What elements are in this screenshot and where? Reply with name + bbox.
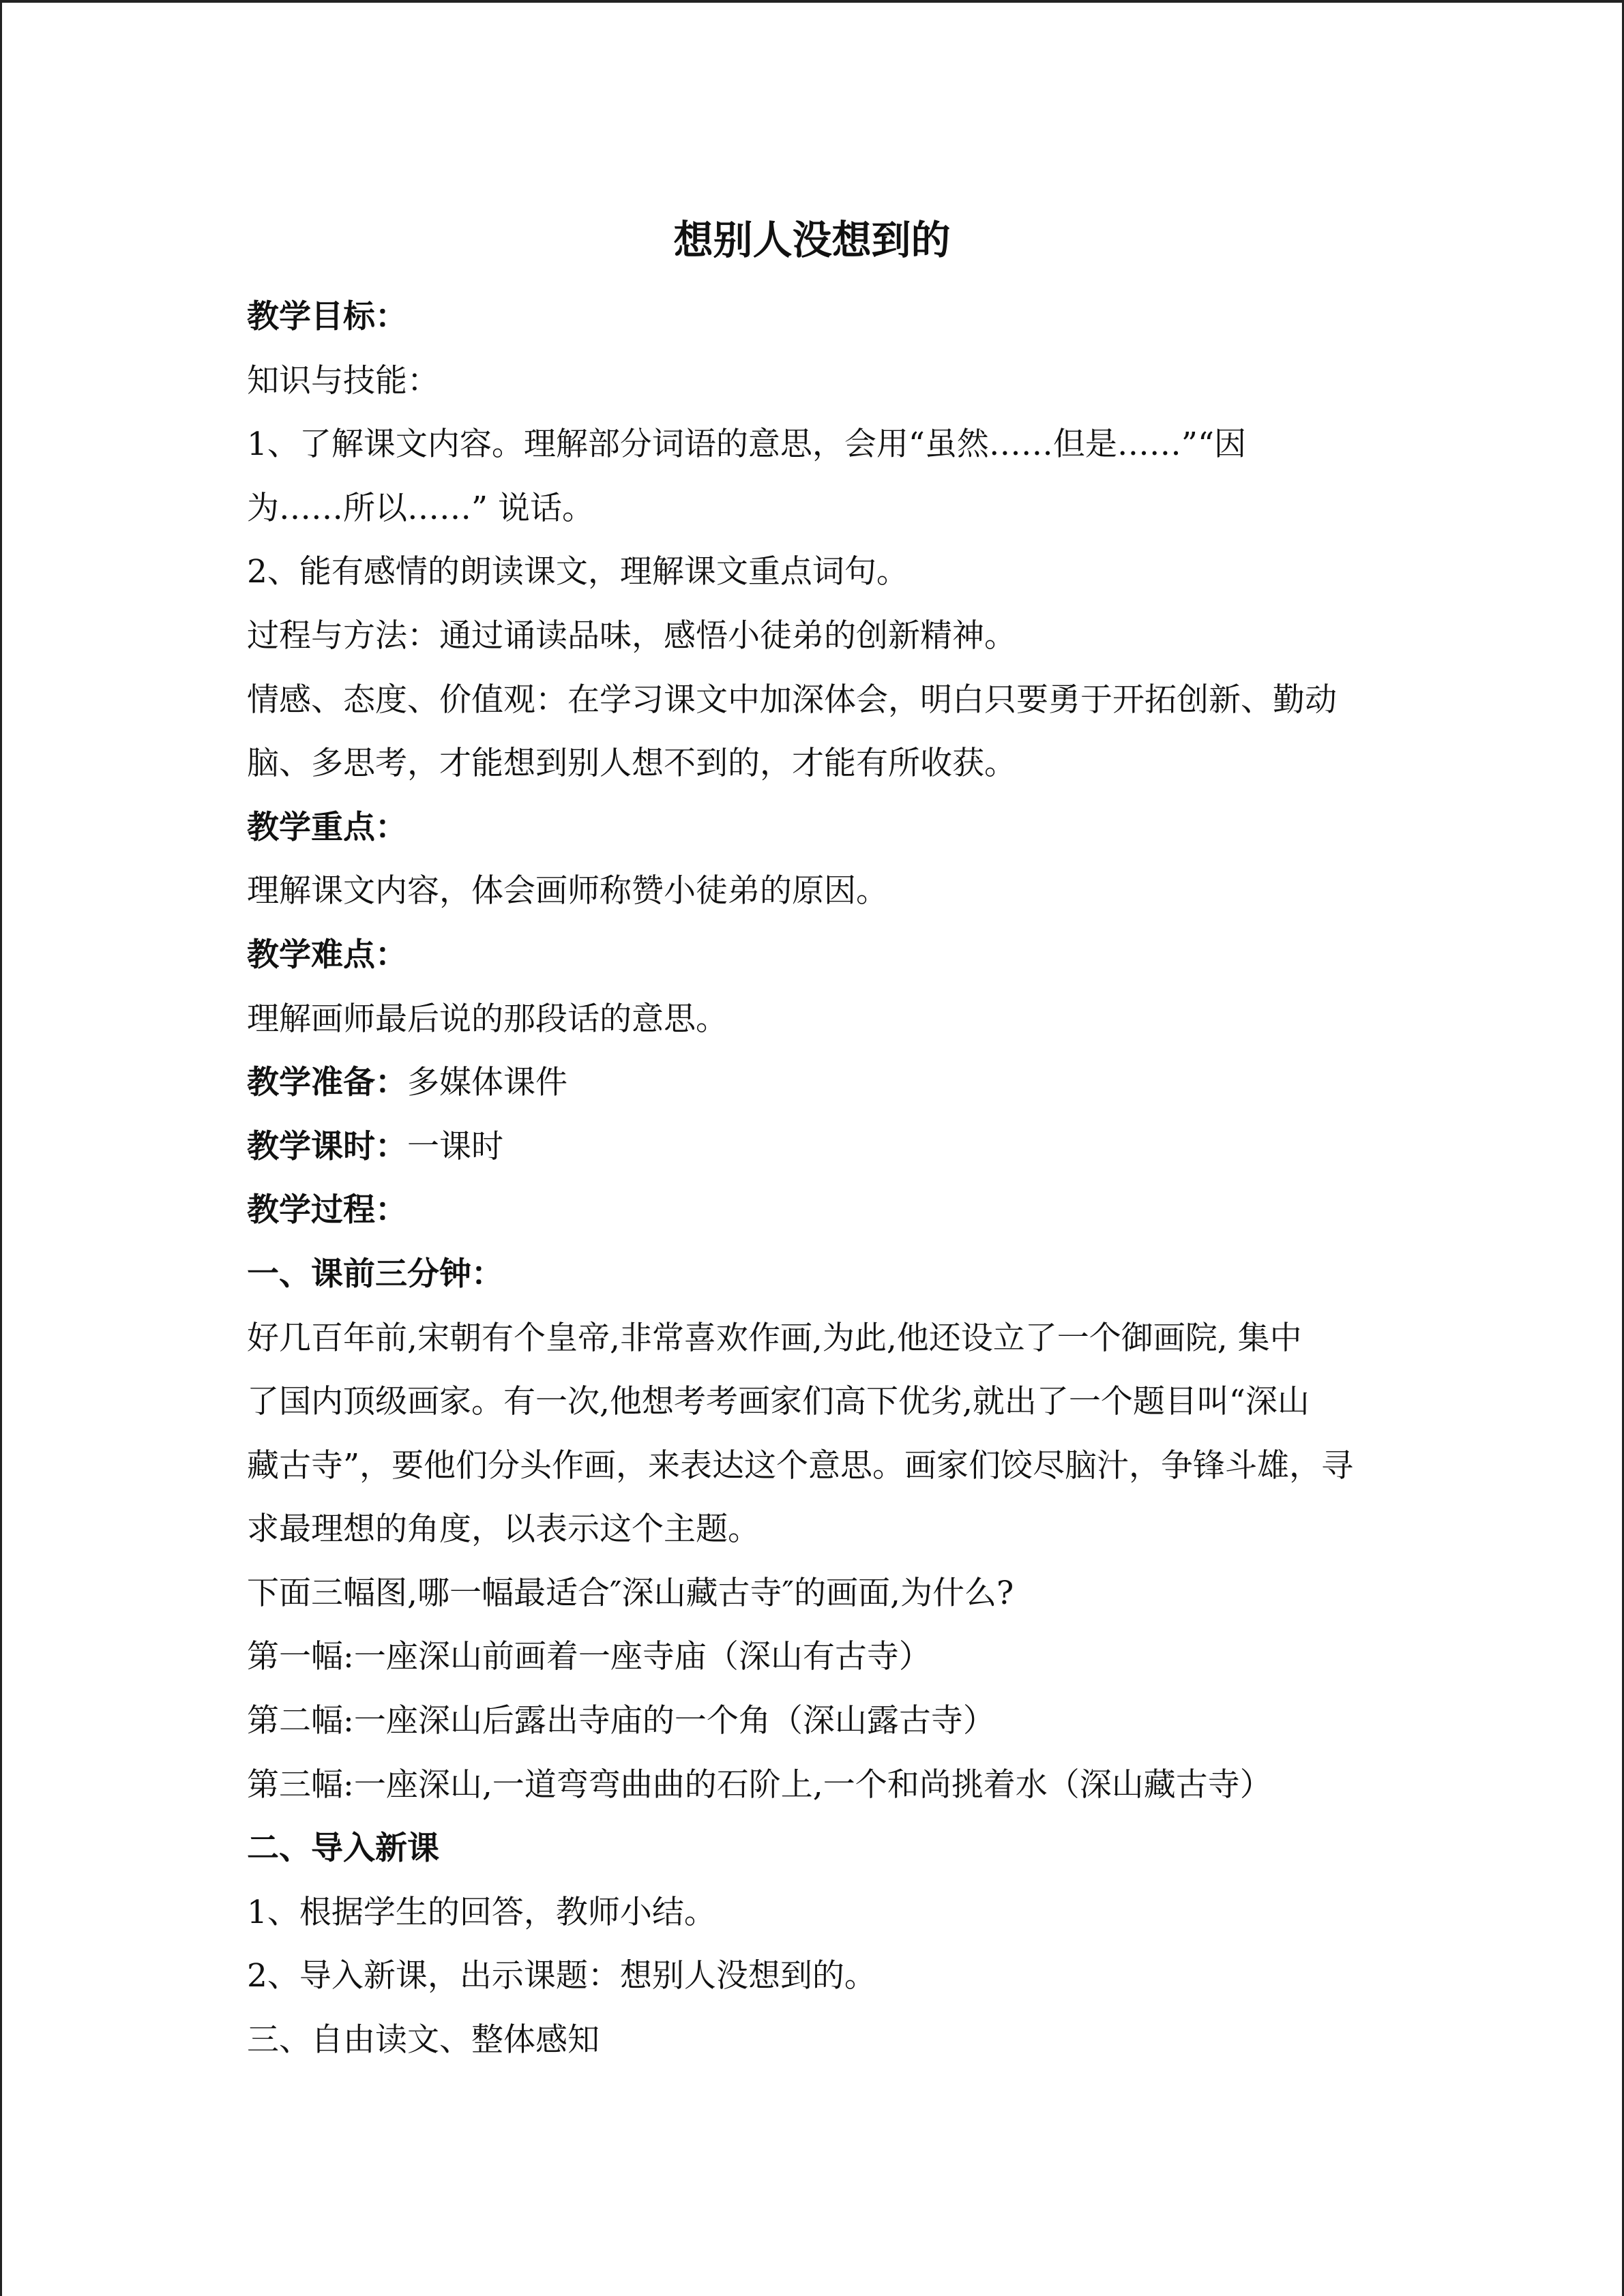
- preparation-line: [247, 1051, 1393, 1115]
- key-points-heading: 教学重点：: [247, 808, 407, 846]
- document-title: 想别人没想到的: [673, 217, 951, 263]
- objective-2: 2、能有感情的朗读课文，理解课文重点词句。: [247, 553, 909, 591]
- story-line-1: 好几百年前,宋朝有个皇帝,非常喜欢作画,为此,他还设立了一个御画院, 集中: [247, 1319, 1302, 1357]
- page-top-border: [0, 0, 1624, 3]
- story-line-4: 求最理想的角度，以表示这个主题。: [247, 1510, 760, 1549]
- page-left-border: [0, 0, 2, 2296]
- question: 下面三幅图,哪一幅最适合″深山藏古寺″的画面,为什么?: [247, 1574, 1014, 1612]
- knowledge-skills-label: 知识与技能：: [247, 361, 439, 400]
- step-1: 1、根据学生的回答，教师小结。: [247, 1893, 716, 1931]
- picture-3: 第三幅:一座深山,一道弯弯曲曲的石阶上,一个和尚挑着水（深山藏古寺）: [247, 1765, 1272, 1804]
- step-2: 2、导入新课，出示课题：想别人没想到的。: [247, 1957, 876, 1995]
- process-heading: 教学过程：: [247, 1191, 407, 1229]
- process-method: 过程与方法：通过诵读品味，感悟小徒弟的创新精神。: [247, 616, 1016, 655]
- picture-2: 第二幅:一座深山后露出寺庙的一个角（深山露古寺）: [247, 1702, 995, 1740]
- objective-1-line-1: 1、了解课文内容。理解部分词语的意思，会用“虽然……但是……”“因: [247, 426, 1246, 464]
- key-points-text: 理解课文内容，体会画师称赞小徒弟的原因。: [247, 872, 888, 910]
- story-line-2: 了国内顶级画家。有一次,他想考考画家们高下优劣,就出了一个题目叫“深山: [247, 1383, 1310, 1421]
- class-time-value: 一课时: [407, 1127, 503, 1165]
- story-line-3: 藏古寺”，要他们分头作画，来表达这个意思。画家们饺尽脑汁，争锋斗雄，寻: [247, 1446, 1354, 1485]
- document-body: [247, 285, 1393, 2072]
- emotion-line-1: 情感、态度、价值观：在学习课文中加深体会，明白只要勇于开拓创新、勤动: [247, 681, 1337, 719]
- section-3-heading: 三、自由读文、整体感知: [247, 2021, 600, 2059]
- class-time-label: 教学课时：: [247, 1127, 407, 1165]
- objective-1-line-2: 为……所以……” 说话。: [247, 489, 594, 527]
- difficulty-heading: 教学难点：: [247, 936, 407, 974]
- section-1-heading: 一、课前三分钟：: [247, 1255, 503, 1293]
- difficulty-text: 理解画师最后说的那段话的意思。: [247, 1000, 728, 1038]
- section-2-heading: 二、导入新课: [247, 1830, 439, 1868]
- objectives-heading: 教学目标：: [247, 298, 407, 336]
- class-time-line: [247, 1115, 1393, 1179]
- preparation-label: 教学准备：: [247, 1064, 407, 1102]
- preparation-value: 多媒体课件: [407, 1064, 567, 1102]
- emotion-line-2: 脑、多思考，才能想到别人想不到的，才能有所收获。: [247, 745, 1016, 783]
- picture-1: 第一幅:一座深山前画着一座寺庙（深山有古寺）: [247, 1638, 931, 1676]
